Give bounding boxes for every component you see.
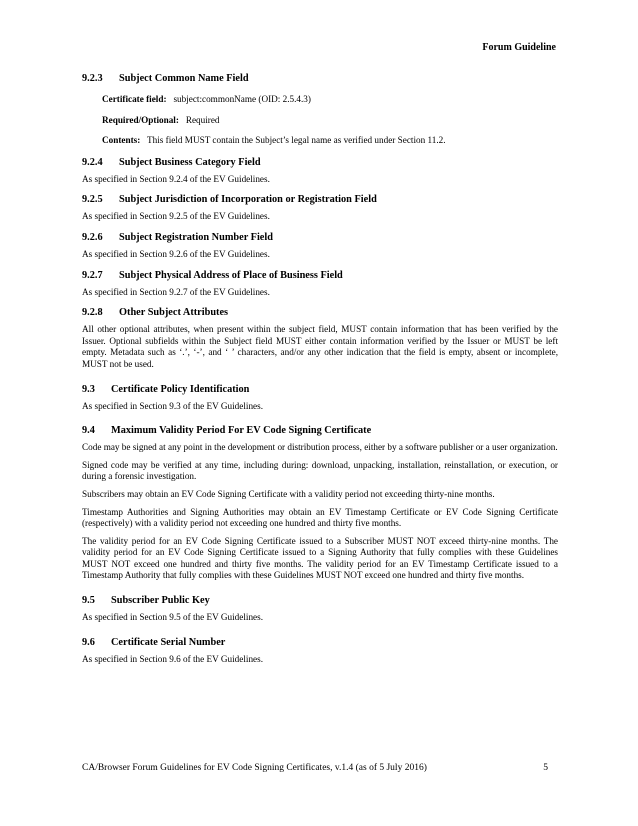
certificate-field-line xyxy=(82,94,558,106)
running-header: Forum Guideline xyxy=(482,42,556,53)
section-body: As specified in Section 9.2.4 of the EV Guidelines. xyxy=(82,173,270,184)
heading-9-3 xyxy=(82,383,558,396)
heading-9-6 xyxy=(82,636,558,649)
section-title: Subject Jurisdiction of Incorporation or Registration Field xyxy=(119,194,377,206)
section-number: 9.5 xyxy=(82,595,95,607)
paragraph: Signed code may be verified at any time, including during: download, unpacking, installation, reinstallation, or execution, or during a forensic investigation. xyxy=(82,459,558,482)
section-body: As specified in Section 9.3 of the EV Guidelines. xyxy=(82,400,263,411)
paragraph: The validity period for an EV Code Signing Certificate issued to a Subscriber MUST NOT exceed thirty-nine months. The validity period for an EV Code Signing Certificate issued to a Signing Authority that fully complies with these Guidelines MUST NOT exceed one hundred and thirty five months. The validity period for an EV Timestamp Certificate issued to a Timestamp Authority that fully complies with these Guidelines MUST NOT exceed one hundred and thirty five months. xyxy=(82,535,558,581)
section-number: 9.2.3 xyxy=(82,73,103,84)
section-body: As specified in Section 9.6 of the EV Guidelines. xyxy=(82,653,263,664)
footer-text: CA/Browser Forum Guidelines for EV Code Signing Certificates, v.1.4 (as of 5 July 2016) xyxy=(82,763,427,773)
section-title: Certificate Policy Identification xyxy=(111,383,250,395)
field-value: subject:commonName (OID: 2.5.4.3) xyxy=(173,94,311,104)
paragraph: Code may be signed at any point in the development or distribution process, either by a software publisher or a user organization. xyxy=(82,442,558,453)
heading-9-5 xyxy=(82,594,558,607)
section-number: 9.2.4 xyxy=(82,156,103,168)
section-number: 9.2.8 xyxy=(82,307,103,319)
section-body: As specified in Section 9.2.7 of the EV Guidelines. xyxy=(82,286,270,297)
contents-label: Contents: xyxy=(102,135,141,146)
section-title: Subscriber Public Key xyxy=(111,595,210,607)
paragraph: Subscribers may obtain an EV Code Signing Certificate with a validity period not exceeding thirty-nine months. xyxy=(82,488,495,499)
heading-9-2-8 xyxy=(82,306,558,319)
required-label: Required/Optional: xyxy=(102,114,179,125)
document-body xyxy=(82,66,558,665)
section-body: All other optional attributes, when present within the subject field, MUST contain information that has been verified by the Issuer. Optional subfields within the Subject field MUST either contain information verified by the Issuer or MUST be left empty. Metadata such as ‘.’, ‘-’, and ‘ ’ characters, and/or any other indication that the field is empty, absent or incomplete, MUST not be used. xyxy=(82,324,558,369)
contents-line xyxy=(82,135,558,147)
section-number: 9.4 xyxy=(82,425,95,437)
field-label: Certificate field: xyxy=(102,94,167,104)
paragraph: Timestamp Authorities and Signing Authorities may obtain an EV Timestamp Certificate or EV Code Signing Certificate (respectively) with a validity period not exceeding one hundred and thirty five months. xyxy=(82,506,558,529)
required-optional-line xyxy=(82,115,558,127)
section-number: 9.2.5 xyxy=(82,194,103,206)
section-number: 9.2.7 xyxy=(82,269,103,281)
heading-9-2-5 xyxy=(82,193,558,206)
section-title: Subject Business Category Field xyxy=(119,156,261,168)
section-number: 9.3 xyxy=(82,383,95,395)
heading-9-2-4 xyxy=(82,156,558,169)
heading-9-2-3 xyxy=(82,72,558,85)
section-body: As specified in Section 9.2.6 of the EV Guidelines. xyxy=(82,248,270,259)
contents-value: This field MUST contain the Subject’s legal name as verified under Section 11.2. xyxy=(147,135,446,146)
section-body: As specified in Section 9.5 of the EV Guidelines. xyxy=(82,612,263,623)
heading-9-4 xyxy=(82,424,558,437)
heading-9-2-6 xyxy=(82,231,558,244)
section-title: Subject Common Name Field xyxy=(119,73,249,84)
page-number: 5 xyxy=(543,763,548,773)
section-body: As specified in Section 9.2.5 of the EV Guidelines. xyxy=(82,211,270,222)
section-title: Subject Registration Number Field xyxy=(119,231,273,243)
section-title: Subject Physical Address of Place of Business Field xyxy=(119,269,343,281)
heading-9-2-7 xyxy=(82,269,558,282)
section-number: 9.2.6 xyxy=(82,231,103,243)
section-title: Maximum Validity Period For EV Code Signing Certificate xyxy=(111,425,372,437)
page-footer xyxy=(82,763,548,773)
section-number: 9.6 xyxy=(82,636,95,648)
section-title: Other Subject Attributes xyxy=(119,307,229,319)
section-title: Certificate Serial Number xyxy=(111,636,226,648)
required-value: Required xyxy=(185,114,220,125)
